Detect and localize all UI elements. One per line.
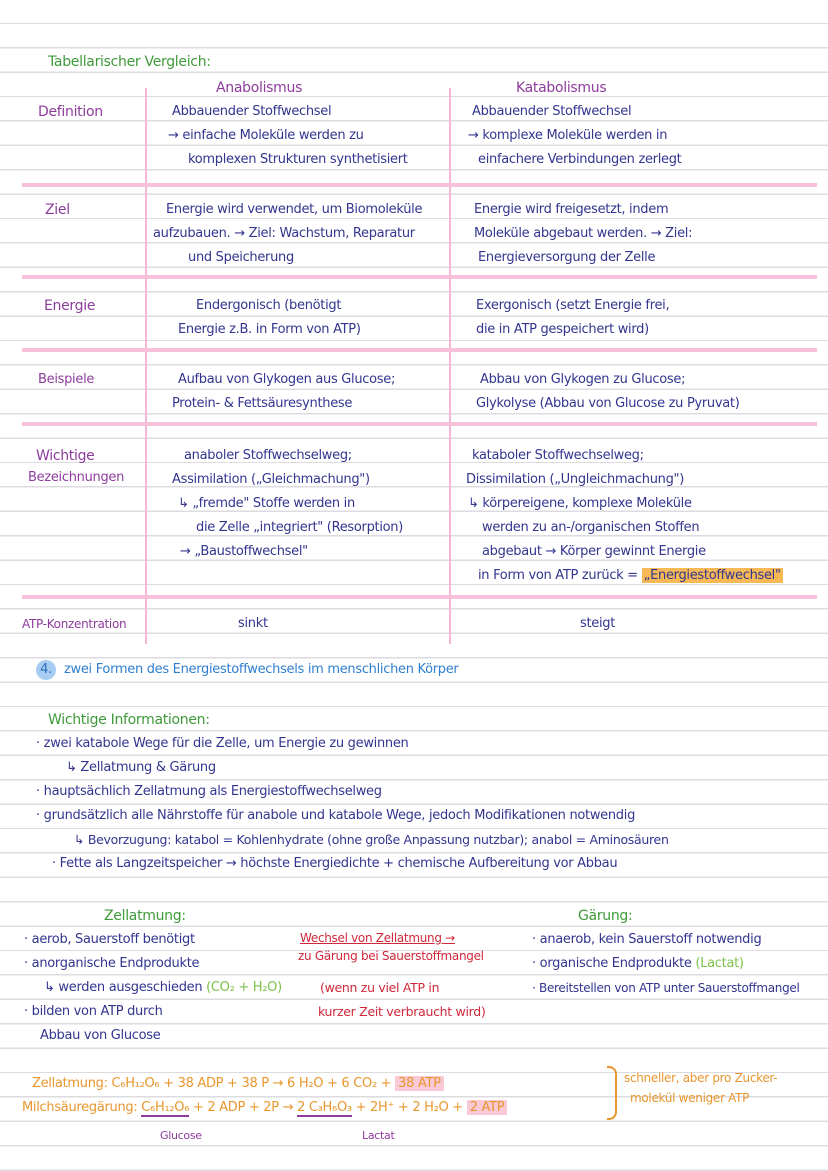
cell-text: aufzubauen. → Ziel: Wachstum, Reparatur [153,226,415,241]
gaerung-text: · organische Endprodukte [532,956,696,971]
equation-label: Milchsäuregärung: [22,1100,138,1115]
cell-text: Endergonisch (benötigt [196,298,342,313]
wechsel-line: zu Gärung bei Sauerstoffmangel [298,949,484,963]
section-title: zwei Formen des Energiestoffwechsels im menschlichen Körper [64,662,459,677]
info-line: · Fette als Langzeitspeicher → höchste Energiedichte + chemische Aufbereitung vor Abbau [52,856,618,871]
info-line: ↳ Zellatmung & Gärung [66,760,216,775]
zellatmung-products: (CO₂ + H₂O) [206,980,282,995]
cell-text: → einfache Moleküle werden zu [168,128,364,143]
zellatmung-line [44,976,282,1000]
row-divider [22,595,817,599]
cell-text: abgebaut → Körper gewinnt Energie [482,544,706,559]
row-label-ziel: Ziel [45,202,70,218]
highlight-energiestoffwechsel: „Energiestoffwechsel" [643,568,781,583]
wechsel-note: kurzer Zeit verbraucht wird) [318,1004,486,1019]
cell-text: Energieversorgung der Zelle [478,250,656,265]
row-divider [22,422,817,426]
row-label-energie: Energie [44,298,96,314]
row-divider [22,183,817,187]
cell-text: Exergonisch (setzt Energie frei, [476,298,670,313]
cell-text: Energie wird verwendet, um Biomoleküle [166,202,423,217]
lactat-label: Lactat [362,1129,395,1142]
cell-text: einfachere Verbindungen zerlegt [478,152,682,167]
gaerung-heading: Gärung: [578,908,633,924]
info-line: · grundsätzlich alle Nährstoffe für anabole und katabole Wege, jedoch Modifikationen notwendig [36,808,636,823]
row-label-definition: Definition [38,104,103,120]
cell-text: Abbauender Stoffwechsel [472,104,632,119]
cell-text: Aufbau von Glykogen aus Glucose; [178,372,396,387]
row-label-wichtige: Wichtige [36,448,95,464]
section-heading [36,658,458,682]
equation-text: + 2H⁺ + 2 H₂O + [351,1100,467,1115]
cell-text: → komplexe Moleküle werden in [468,128,668,143]
zellatmung-line: Abbau von Glucose [40,1028,161,1043]
equation-milchsaeure [22,1096,507,1120]
cell-text: ↳ körpereigene, komplexe Moleküle [468,496,692,511]
equation-zellatmung [32,1072,444,1096]
cell-text: sinkt [238,616,268,631]
cell-text: komplexen Strukturen synthetisiert [188,152,408,167]
equation-note: molekül weniger ATP [630,1091,750,1105]
zellatmung-line: · aerob, Sauerstoff benötigt [24,932,195,947]
cell-text: anaboler Stoffwechselweg; [184,448,352,463]
cell-text: werden zu an-/organischen Stoffen [482,520,700,535]
cell-text: Energie wird freigesetzt, indem [474,202,669,217]
row-label-atp: ATP-Konzentration [22,617,127,631]
column-header-anabolismus: Anabolismus [216,80,303,96]
wechsel-line: Wechsel von Zellatmung → [300,931,455,945]
wechsel-note: (wenn zu viel ATP in [320,980,440,995]
glucose-label: Glucose [160,1129,202,1142]
cell-text: Glykolyse (Abbau von Glucose zu Pyruvat) [476,396,740,411]
lactat-formula: 2 C₃H₆O₃ [297,1100,352,1115]
cell-text: Protein- & Fettsäuresynthese [172,396,353,411]
equation-text: + 2 ADP + 2P → [189,1100,298,1115]
info-heading: Wichtige Informationen: [48,712,210,728]
info-line: · hauptsächlich Zellatmung als Energiestoffwechselweg [36,784,382,799]
gaerung-line [532,952,744,976]
cell-text: Abbauender Stoffwechsel [172,104,332,119]
cell-text: die in ATP gespeichert wird) [476,322,649,337]
cell-text: kataboler Stoffwechselweg; [472,448,644,463]
zellatmung-text: ↳ werden ausgeschieden [44,980,207,995]
zellatmung-line: · bilden von ATP durch [24,1004,163,1019]
cell-text: Energie z.B. in Form von ATP) [178,322,361,337]
equation-label: Zellatmung: [32,1076,108,1091]
cell-text: und Speicherung [188,250,294,265]
cell-text: Moleküle abgebaut werden. → Ziel: [474,226,693,241]
table-divider [449,88,451,644]
cell-text [478,564,783,588]
table-title: Tabellarischer Vergleich: [48,54,211,70]
atp-yield: 2 ATP [467,1100,508,1115]
row-divider [22,275,817,279]
row-label-bezeichnungen: Bezeichnungen [28,470,125,485]
section-number-badge: 4. [36,660,56,680]
cell-text: die Zelle „integriert" (Resorption) [196,520,404,535]
gaerung-line: · anaerob, kein Sauerstoff notwendig [532,932,762,947]
zellatmung-heading: Zellatmung: [104,908,186,924]
cell-text: Assimilation („Gleichmachung") [172,472,370,487]
row-divider [22,348,817,352]
brace [607,1066,617,1120]
zellatmung-line: · anorganische Endprodukte [24,956,200,971]
equation-text: C₆H₁₂O₆ + 38 ADP + 38 P → 6 H₂O + 6 CO₂ + [111,1076,396,1091]
equation-note: schneller, aber pro Zucker- [624,1071,778,1085]
column-header-katabolismus: Katabolismus [516,80,607,96]
cell-text: Dissimilation („Ungleichmachung") [466,472,684,487]
glucose-formula: C₆H₁₂O₆ [141,1100,190,1115]
gaerung-line: · Bereitstellen von ATP unter Sauerstoffmangel [532,981,800,995]
atp-yield: 38 ATP [395,1076,444,1091]
cell-text: ↳ „fremde" Stoffe werden in [178,496,355,511]
cell-text: → „Baustoffwechsel" [180,544,308,559]
info-line: · zwei katabole Wege für die Zelle, um Energie zu gewinnen [36,736,409,751]
row-label-beispiele: Beispiele [38,372,95,387]
table-divider [145,88,147,644]
cell-text-part: in Form von ATP zurück = [478,568,642,583]
info-line: ↳ Bevorzugung: katabol = Kohlenhydrate (ohne große Anpassung nutzbar); anabol = Aminosäuren [74,832,669,847]
gaerung-product: (Lactat) [695,956,744,971]
cell-text: Abbau von Glykogen zu Glucose; [480,372,686,387]
cell-text: steigt [580,616,616,631]
